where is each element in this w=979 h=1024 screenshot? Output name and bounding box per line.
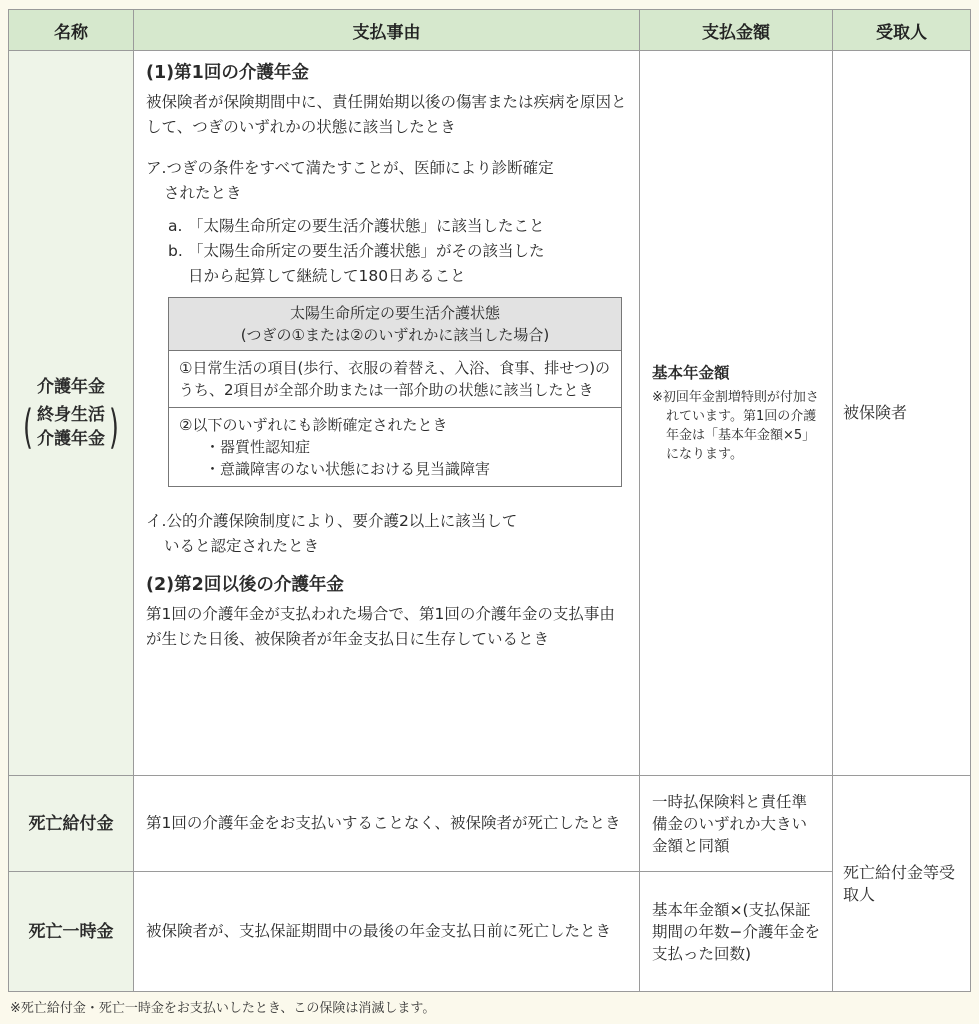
footnote: ※死亡給付金・死亡一時金をお支払いしたとき、この保険は消滅します。 bbox=[10, 1001, 436, 1016]
item-i bbox=[146, 509, 627, 534]
item-i-label: イ. bbox=[146, 512, 167, 530]
care-condition-title-line2: (つぎの①または②のいずれかに該当した場合) bbox=[240, 326, 550, 344]
care-condition-title-line1: 太陽生命所定の要生活介護状態 bbox=[289, 304, 500, 322]
benefit-table bbox=[8, 9, 971, 992]
care-condition-item1: ①日常生活の項目(歩行、衣服の着替え、入浴、食事、排せつ)のうち、2項目が全部介助または一部介助の状態に該当したとき bbox=[179, 359, 611, 399]
sub-a bbox=[168, 214, 627, 239]
row-care-annuity bbox=[9, 51, 971, 776]
section1-text: 被保険者が保険期間中に、責任開始期以後の傷害または疾病を原因として、つぎのいずれかの状態に該当したとき bbox=[146, 93, 627, 136]
death-lump-sum-name: 死亡一時金 bbox=[9, 872, 134, 992]
death-lump-sum-amount: 基本年金額×(支払保証期間の年数−介護年金を支払った回数) bbox=[640, 872, 833, 992]
death-benefit-name: 死亡給付金 bbox=[9, 776, 134, 872]
header-row bbox=[9, 10, 971, 51]
care-annuity-name: 介護年金 bbox=[37, 377, 105, 397]
subname-line2: 介護年金 bbox=[37, 429, 105, 449]
header-reason: 支払事由 bbox=[134, 10, 640, 51]
section1-title: (1)第1回の介護年金 bbox=[146, 63, 309, 83]
item-a-label: ア. bbox=[146, 159, 167, 177]
header-payee: 受取人 bbox=[833, 10, 971, 51]
sub-a-label: a. bbox=[168, 217, 183, 235]
sub-b-text-line2: 日から起算して継続して180日あること bbox=[188, 267, 466, 285]
sub-b-label: b. bbox=[168, 242, 183, 260]
item-a bbox=[146, 156, 627, 181]
care-annuity-payee: 被保険者 bbox=[843, 403, 908, 422]
bullet-dementia: ・器質性認知症 bbox=[205, 438, 311, 456]
amount-note: ※初回年金割増特則が付加されています。第1回の介護年金は「基本年金額×5」になります。 bbox=[652, 390, 819, 462]
amount-title: 基本年金額 bbox=[652, 364, 730, 382]
bullet-disorientation: ・意識障害のない状態における見当識障害 bbox=[205, 460, 491, 478]
care-annuity-reason-cell bbox=[134, 51, 640, 776]
item-a-text-line1: つぎの条件をすべて満たすことが、医師により診断確定 bbox=[166, 159, 554, 177]
death-payee-cell bbox=[833, 776, 971, 992]
sub-b bbox=[168, 239, 627, 289]
item-i-text-line2: いると認定されたとき bbox=[164, 537, 320, 555]
care-annuity-payee-cell bbox=[833, 51, 971, 776]
care-annuity-name-cell bbox=[9, 51, 134, 776]
header-name: 名称 bbox=[9, 10, 134, 51]
section2-text: 第1回の介護年金が支払われた場合で、第1回の介護年金の支払事由が生じた日後、被保険者が年金支払日に生存しているとき bbox=[146, 605, 615, 648]
header-amount: 支払金額 bbox=[640, 10, 833, 51]
sub-conditions bbox=[146, 214, 627, 289]
row-death-lump-sum bbox=[9, 872, 971, 992]
care-annuity-amount-cell bbox=[640, 51, 833, 776]
care-condition-item2-text: ②以下のいずれにも診断確定されたとき bbox=[179, 416, 448, 434]
item-i-text-line1: 公的介護保険制度により、要介護2以上に該当して bbox=[166, 512, 518, 530]
sub-b-text-line1: 「太陽生命所定の要生活介護状態」がその該当した bbox=[188, 242, 545, 260]
care-condition-title bbox=[169, 298, 621, 351]
death-benefit-reason: 第1回の介護年金をお支払いすることなく、被保険者が死亡したとき bbox=[134, 776, 640, 872]
death-lump-sum-reason: 被保険者が、支払保証期間中の最後の年金支払日前に死亡したとき bbox=[134, 872, 640, 992]
row-death-benefit bbox=[9, 776, 971, 872]
item-a-text-line2: されたとき bbox=[164, 184, 242, 202]
subname-line1: 終身生活 bbox=[37, 405, 105, 425]
section2-title: (2)第2回以後の介護年金 bbox=[146, 575, 344, 595]
death-payee: 死亡給付金等受取人 bbox=[843, 862, 956, 904]
care-condition-box bbox=[168, 297, 622, 487]
care-condition-item2 bbox=[169, 407, 621, 486]
sub-a-text: 「太陽生命所定の要生活介護状態」に該当したこと bbox=[188, 217, 545, 235]
care-annuity-subname: ( 終身生活 介護年金 ) bbox=[23, 400, 119, 454]
death-benefit-amount: 一時払保険料と責任準備金のいずれか大きい金額と同額 bbox=[640, 776, 833, 872]
